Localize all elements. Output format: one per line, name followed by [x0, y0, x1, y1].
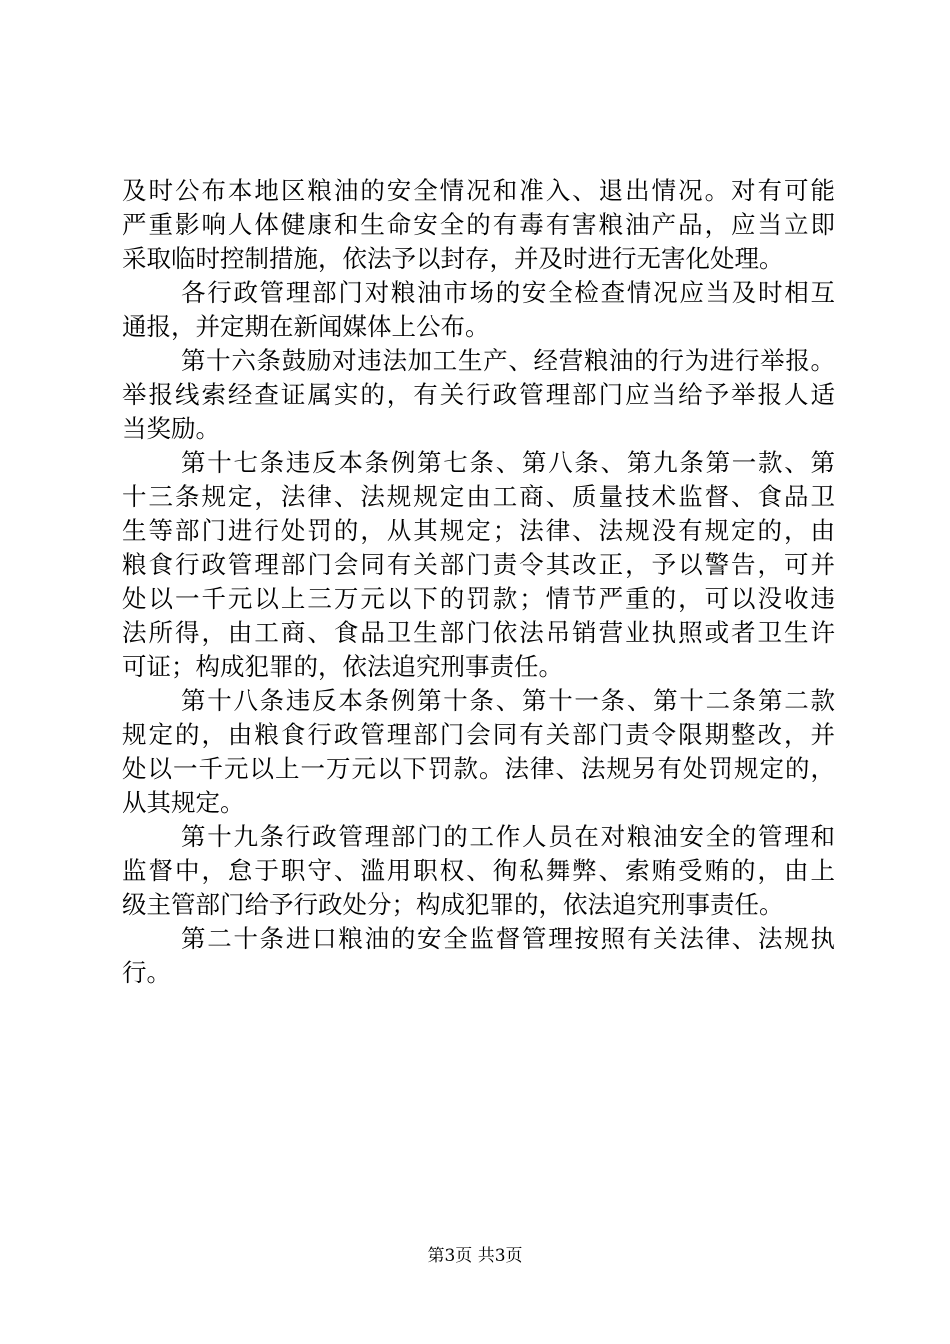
text-line: 严重影响人体健康和生命安全的有毒有害粮油产品，应当立即 — [122, 210, 835, 239]
page-footer: 第3页 共3页 — [427, 1246, 523, 1266]
text-line: 及时公布本地区粮油的安全情况和准入、退出情况。对有可能 — [122, 176, 835, 205]
text-line: 当奖励。 — [122, 414, 220, 443]
text-line: 各行政管理部门对粮油市场的安全检查情况应当及时相互 — [181, 278, 835, 307]
text-line: 第二十条进口粮油的安全监督管理按照有关法律、法规执 — [181, 924, 835, 953]
text-line: 第十九条行政管理部门的工作人员在对粮油安全的管理和 — [181, 822, 835, 851]
text-line: 从其规定。 — [122, 788, 245, 817]
text-line: 行。 — [122, 958, 171, 987]
text-line: 可证；构成犯罪的，依法追究刑事责任。 — [122, 652, 563, 681]
text-line: 生等部门进行处罚的，从其规定；法律、法规没有规定的，由 — [122, 516, 835, 545]
text-line: 采取临时控制措施，依法予以封存，并及时进行无害化处理。 — [122, 244, 784, 273]
text-line: 级主管部门给予行政处分；构成犯罪的，依法追究刑事责任。 — [122, 890, 784, 919]
text-line: 第十七条违反本条例第七条、第八条、第九条第一款、第 — [181, 448, 835, 477]
text-line: 第十八条违反本条例第十条、第十一条、第十二条第二款 — [181, 686, 835, 715]
text-line: 第十六条鼓励对违法加工生产、经营粮油的行为进行举报。 — [181, 346, 835, 375]
text-line: 规定的，由粮食行政管理部门会同有关部门责令限期整改，并 — [122, 720, 835, 749]
text-line: 十三条规定，法律、法规规定由工商、质量技术监督、食品卫 — [122, 482, 835, 511]
text-line: 处以一千元以上三万元以下的罚款；情节严重的，可以没收违 — [122, 584, 835, 613]
text-line: 举报线索经查证属实的，有关行政管理部门应当给予举报人适 — [122, 380, 835, 409]
document-body — [122, 174, 835, 990]
text-line: 处以一千元以上一万元以下罚款。法律、法规另有处罚规定的， — [122, 754, 835, 783]
text-line: 通报，并定期在新闻媒体上公布。 — [122, 312, 490, 341]
text-line: 粮食行政管理部门会同有关部门责令其改正，予以警告，可并 — [122, 550, 835, 579]
text-line: 监督中，怠于职守、滥用职权、徇私舞弊、索贿受贿的，由上 — [122, 856, 835, 885]
text-line: 法所得，由工商、食品卫生部门依法吊销营业执照或者卫生许 — [122, 618, 835, 647]
